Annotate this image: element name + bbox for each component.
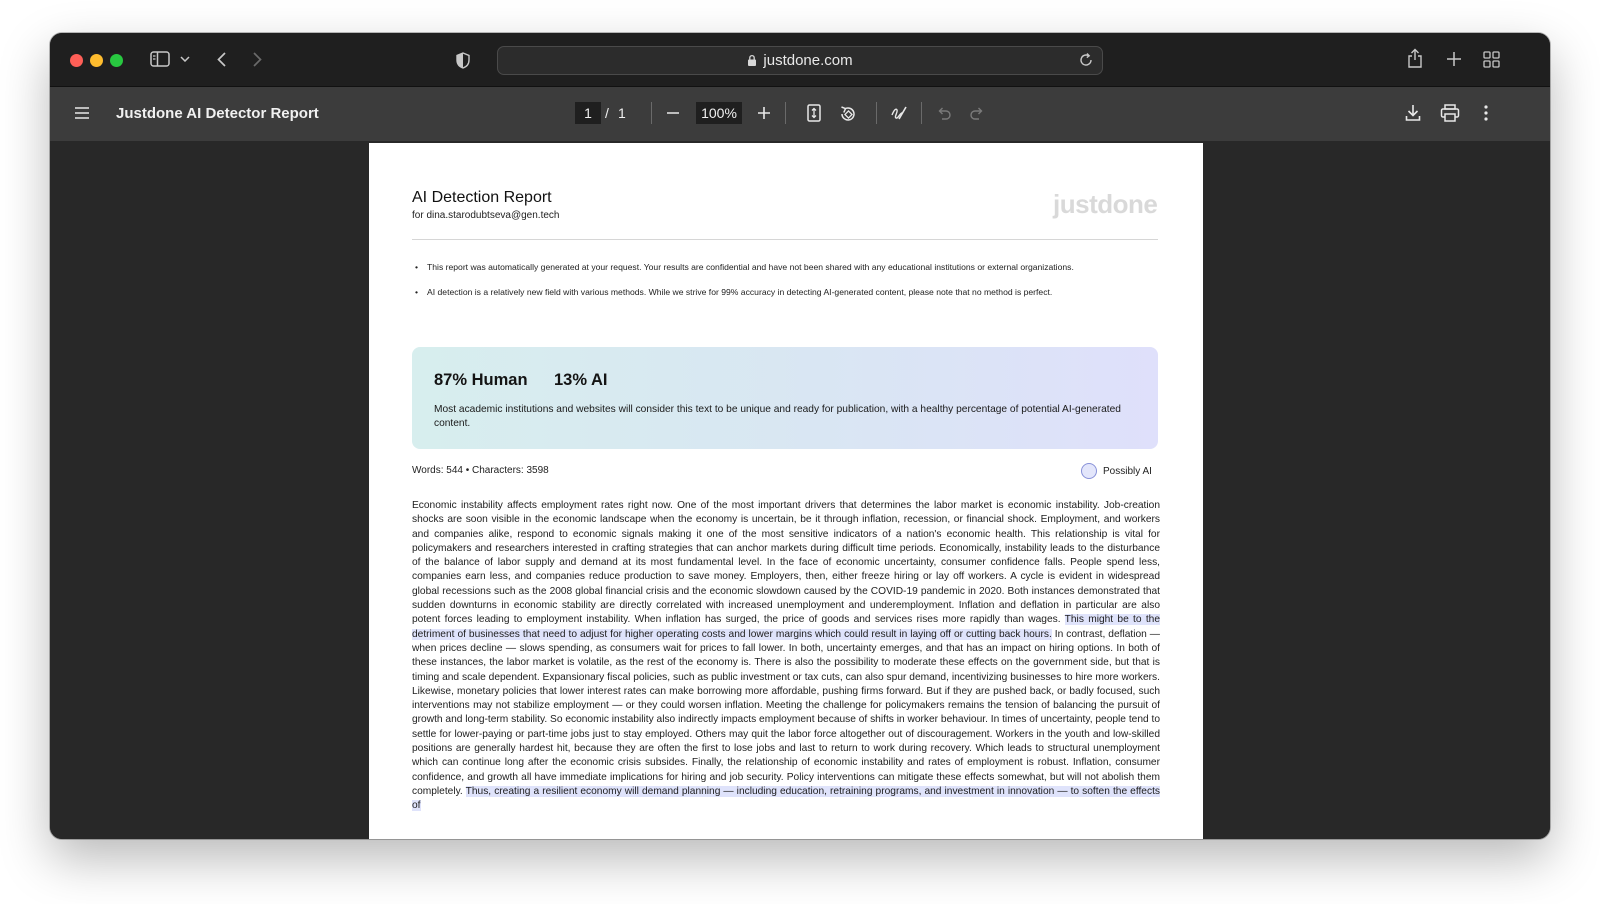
report-notes — [412, 262, 1158, 312]
toolbar-divider — [651, 102, 652, 124]
url-text: justdone.com — [763, 52, 853, 69]
toolbar-divider — [876, 102, 877, 124]
new-tab-icon[interactable] — [1445, 50, 1463, 68]
text-segment: In contrast, deflation — when prices decline — slows spending, as consumers wait for prices to fall lower. In both, uncertainty emerges, and that has an impact on hiring options. In both of these instances, the labor market is volatile, as the rest of the economy is. There is also the possibility to moderate these effects on the government side, but that is timing and scale dependent. Expansionary fiscal policies, such as public investment or tax cuts, can also spur demand, incentivizing businesses to hire more workers. Likewise, monetary policies that lower interest rates can make borrowing more affordable, pushing firms forward. But if they are pushed back, or badly focused, such interventions may not stabilize employment — or they could worsen inflation. Meeting the challenge for policymakers remains the tension of balancing the pursuit of growth and long-term stability. So economic instability also indirectly impacts employment because of shifts in worker behaviour. In times of uncertainty, people tend to settle for lower-paying or part-time jobs just to stay employed. Others may quit the labor force altogether out of discouragement. Workers in the youth and low-skilled positions are generally hardest hit, because they are often the first to lose jobs and last to return to work during recovery. Which leads to structural unemployment which can continue long after the economic crisis subsides. Finally, the relationship of economic instability and rates of employment is robust. Inflation, consumer confidence, and growth all have immediate implications for hiring and job security. Policy interventions can mitigate these effects somewhat, but will not abolish them completely. — [412, 628, 1160, 797]
undo-icon[interactable] — [935, 104, 953, 122]
close-window-button[interactable] — [70, 54, 83, 67]
zoom-level-input[interactable]: 100% — [696, 102, 742, 124]
share-icon[interactable] — [1406, 47, 1424, 69]
download-icon[interactable] — [1404, 103, 1422, 123]
annotate-pen-icon[interactable] — [889, 103, 909, 123]
pdf-viewer[interactable] — [50, 141, 1550, 839]
pdf-toolbar — [50, 87, 1550, 141]
forward-icon[interactable] — [250, 50, 264, 68]
minimize-window-button[interactable] — [90, 54, 103, 67]
back-icon[interactable] — [214, 50, 228, 68]
chevron-down-icon[interactable] — [179, 53, 191, 65]
sidebar-icon[interactable] — [150, 50, 170, 68]
page-total: 1 — [618, 105, 626, 121]
print-icon[interactable] — [1439, 103, 1461, 123]
justdone-logo: justdone — [1053, 189, 1158, 219]
zoom-in-icon[interactable] — [755, 104, 773, 122]
legend — [1081, 463, 1152, 479]
reload-icon[interactable] — [1078, 52, 1094, 72]
page-number-input[interactable]: 1 — [575, 102, 601, 124]
report-recipient: for dina.starodubtseva@gen.tech — [412, 210, 560, 221]
redo-icon[interactable] — [968, 104, 986, 122]
ai-score: 13% AI — [554, 371, 608, 389]
page-separator: / — [605, 105, 609, 121]
privacy-shield-icon[interactable] — [455, 50, 471, 70]
text-stats: Words: 544 • Characters: 3598 — [412, 465, 549, 476]
tab-overview-icon[interactable] — [1482, 50, 1500, 68]
rotate-icon[interactable] — [837, 103, 857, 123]
menu-icon[interactable] — [73, 104, 91, 122]
analyzed-text — [412, 499, 1160, 814]
toolbar-divider — [921, 102, 922, 124]
score-card — [412, 347, 1158, 449]
human-score: 87% Human — [434, 371, 528, 389]
lock-icon — [747, 54, 757, 67]
score-description: Most academic institutions and websites will consider this text to be unique and ready for publication, with a healthy percentage of potential AI-generated content. — [434, 404, 1121, 429]
header-divider — [412, 239, 1158, 240]
zoom-out-icon[interactable] — [664, 104, 682, 122]
browser-window — [50, 33, 1550, 839]
report-title: AI Detection Report — [412, 189, 552, 206]
ai-highlighted-segment: This might be to the detriment of businesses that need to adjust for higher operating costs and lower margins which could result in laying off or cutting back hours. — [412, 614, 1160, 640]
more-options-icon[interactable] — [1479, 103, 1493, 123]
note-item: • AI detection is a relatively new field with various methods. While we strive for 99% accuracy in detecting AI-generated content, please note that no method is perfect. — [412, 287, 1158, 298]
address-bar[interactable] — [497, 46, 1103, 75]
legend-label: Possibly AI — [1103, 465, 1152, 477]
note-item: • This report was automatically generated at your request. Your results are confidential and have not been shared with any educational institutions or external organizations. — [412, 262, 1158, 273]
fit-to-page-icon[interactable] — [805, 103, 823, 123]
toolbar-divider — [785, 102, 786, 124]
pdf-page — [369, 143, 1203, 839]
text-segment: Economic instability affects employment rates right now. One of the most important drivers that determines the labor market is economic instability. Job-creation shocks are soon visible in the economic landscape when the economy is uncertain, be it through inflation, recession, or financial shock. Employment, and workers and companies alike, respond to economic signals making it one of the most sensitive indicators of a nation's economic health. This relationship is vital for policymakers and researchers interested in crafting strategies that can anchor markets during difficult time periods. Economically, instability leads to the disturbance of the balance of labor supply and demand at its most fundamental level. In the face of economic uncertainty, consumer confidence falls. People spend less, companies earn less, and companies reduce production to save money. Employers, then, either freeze hiring or lay off workers. A cycle is evident in widespread global recessions such as the 2008 global financial crisis and the economic slowdown caused by the COVID-19 pandemic in 2020. Both instances demonstrated that sudden downturns in economic stability are directly correlated with increased unemployment and underemployment. Inflation and deflation in particular are also potent forces leading to employment instability. When inflation has surged, the price of goods and services rises more rapidly than wages. — [412, 500, 1160, 626]
document-title: Justdone AI Detector Report — [116, 105, 319, 122]
possibly-ai-swatch-icon — [1081, 463, 1097, 479]
maximize-window-button[interactable] — [110, 54, 123, 67]
ai-highlighted-segment: Thus, creating a resilient economy will demand planning — including education, retraining programs, and investment in innovation — to soften the effects of — [412, 785, 1160, 812]
browser-toolbar — [50, 33, 1550, 87]
